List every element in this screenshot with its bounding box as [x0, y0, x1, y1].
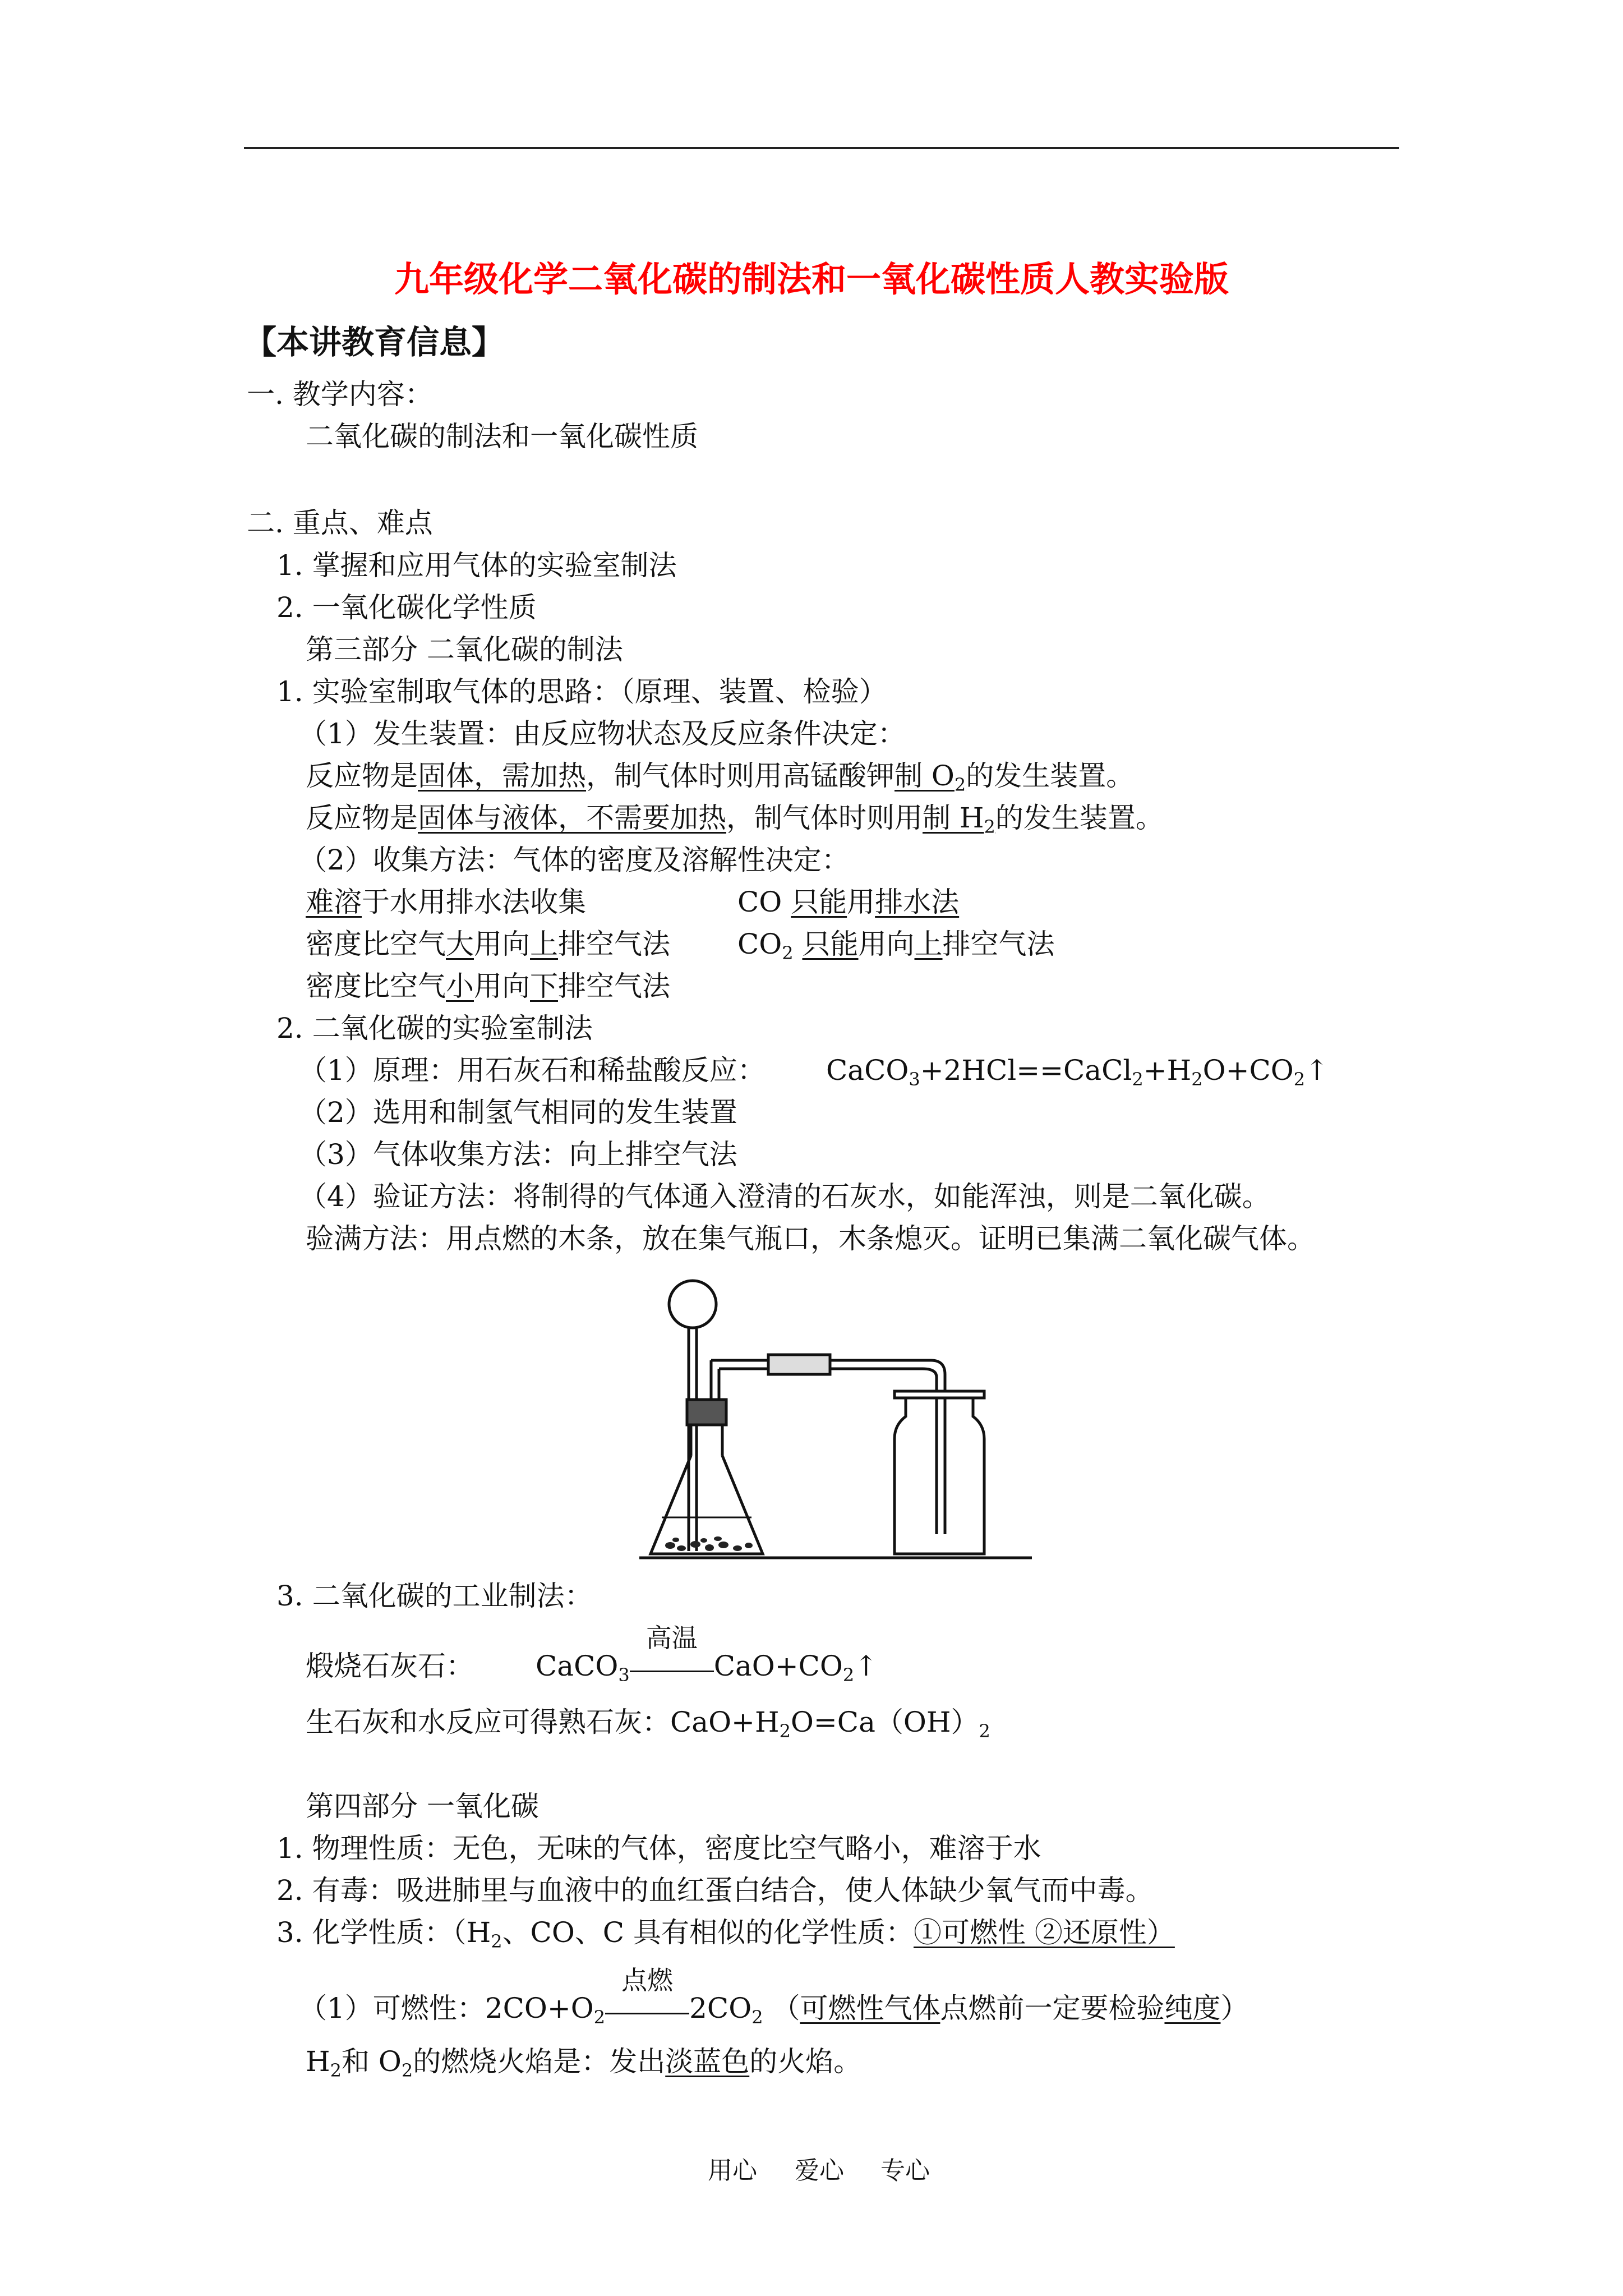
reactant-line-b: 反应物是固体与液体，不需要加热，制气体时则用制 $H_2$的发生装置。	[306, 802, 1164, 838]
part4-p3-2: $H_2$和 $O_2$的燃烧火焰是：发出淡蓝色的火焰。	[306, 2045, 862, 2081]
part3-s3-1: 煅烧石灰石：	[306, 1650, 474, 1682]
rubber-connector	[768, 1355, 830, 1374]
collect-line-1: 难溶于水用排水法收集	[306, 886, 586, 918]
part1-heading: 一. 教学内容：	[247, 378, 433, 411]
gas-jar	[895, 1398, 984, 1554]
section-header: 【本讲教育信息】	[244, 323, 505, 361]
collect-line-2: 密度比空气大用向上排空气法	[306, 928, 670, 960]
part2-item1: 1. 掌握和应用气体的实验室制法	[276, 549, 677, 582]
flask-stopper	[687, 1400, 726, 1425]
funnel-bulb	[669, 1281, 716, 1328]
part4-p1: 1. 物理性质：无色，无味的气体，密度比空气略小，难溶于水	[276, 1832, 1041, 1865]
equation-caco3-hcl: $CaCO_3+2HCl==CaCl_2+H_2O+CO_2↑$	[826, 1054, 1329, 1090]
footer-text-2: 爱心	[795, 2156, 844, 2185]
part4-p3: 3. 化学性质：（$H_2$、CO、C 具有相似的化学性质：①可燃性 ②还原性）	[276, 1916, 1175, 1952]
conical-flask	[651, 1456, 763, 1554]
part3-s1-1: （1）发生装置：由反应物状态及反应条件决定：	[299, 717, 906, 750]
condition-ignite: 点燃	[621, 1965, 674, 1995]
part3-s3: 3. 二氧化碳的工业制法：	[276, 1580, 593, 1612]
part4-p2: 2. 有毒：吸进肺里与血液中的血红蛋白结合，使人体缺少氧气而中毒。	[276, 1874, 1154, 1907]
part3-s1-2: （2）收集方法：气体的密度及溶解性决定：	[299, 844, 850, 876]
co2-collect: $CO_2$ 只能用向上排空气法	[737, 928, 1055, 964]
glass-plate	[895, 1391, 984, 1398]
collect-line-3: 密度比空气小用向下排空气法	[306, 970, 670, 1002]
part3-s1: 1. 实验室制取气体的思路：（原理、装置、检验）	[276, 675, 887, 708]
part3-s2-3: （3）气体收集方法：向上排空气法	[299, 1138, 737, 1171]
part2-heading: 二. 重点、难点	[247, 507, 433, 539]
reactant-line-a: 反应物是固体，需加热，制气体时则用高锰酸钾制 $O_2$的发生装置。	[306, 760, 1135, 795]
header-rule	[244, 147, 1399, 149]
part3-heading: 第三部分 二氧化碳的制法	[306, 633, 623, 666]
part3-s2-2: （2）选用和制氢气相同的发生装置	[299, 1096, 737, 1129]
co2-apparatus-diagram	[639, 1271, 1043, 1573]
part3-s2: 2. 二氧化碳的实验室制法	[276, 1012, 593, 1045]
part3-s2-4: （4）验证方法：将制得的气体通入澄清的石灰水，如能浑浊，则是二氧化碳。	[299, 1180, 1270, 1213]
part3-s2-1: （1）原理：用石灰石和稀盐酸反应：	[299, 1054, 766, 1087]
part4-heading: 第四部分 一氧化碳	[306, 1790, 539, 1823]
part2-item2: 2. 一氧化碳化学性质	[276, 591, 537, 624]
part3-s2-5: 验满方法：用点燃的木条，放在集气瓶口，木条熄灭。证明已集满二氧化碳气体。	[306, 1222, 1315, 1255]
equation-calcination: CaCO$_3$ 高温 $CaO+CO_2↑$	[536, 1649, 878, 1683]
condition-high-temp: 高温	[645, 1623, 698, 1653]
document-title: 九年级化学二氧化碳的制法和一氧化碳性质人教实验版	[394, 259, 1229, 300]
part3-s3-2: 生石灰和水反应可得熟石灰：$CaO+H_2O=Ca(OH)_2$	[306, 1706, 990, 1742]
part4-p3-1: （1）可燃性：$2CO+O_2$ 点燃 $2CO_2$ （可燃性气体点燃前一定要检验纯度）	[299, 1991, 1248, 2025]
footer-text-1: 用心	[708, 2156, 757, 2185]
part1-content: 二氧化碳的制法和一氧化碳性质	[306, 420, 698, 453]
co-collect: CO 只能用排水法	[737, 886, 960, 918]
footer-text-3: 专心	[880, 2156, 930, 2185]
